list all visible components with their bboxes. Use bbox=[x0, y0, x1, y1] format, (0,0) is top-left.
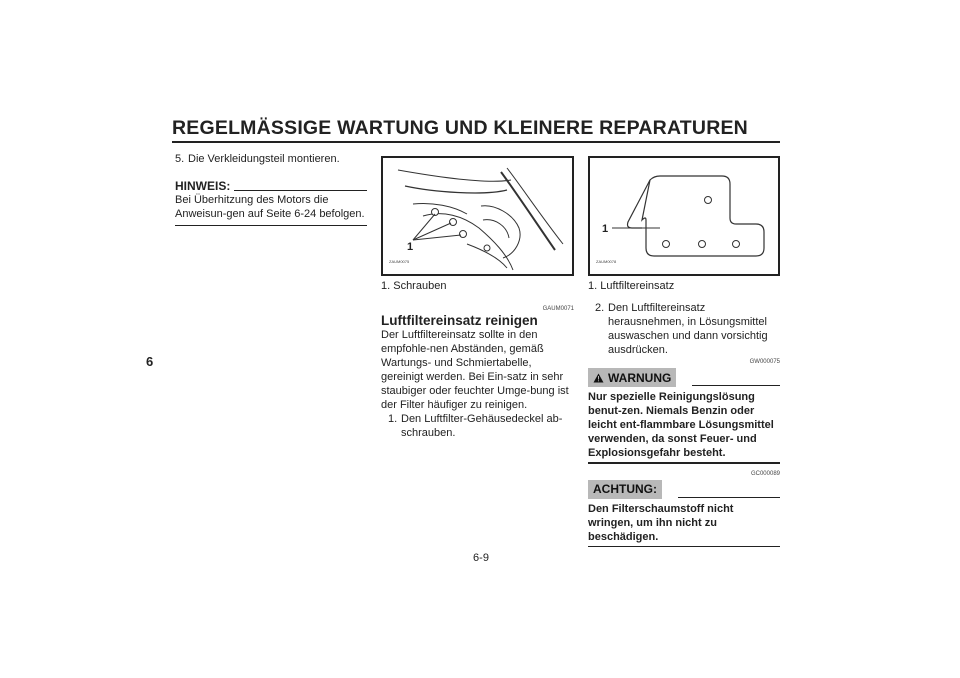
note-label: HINWEIS: bbox=[175, 179, 231, 193]
figure-code: ZAUM0075 bbox=[389, 259, 410, 264]
figure-screws bbox=[381, 156, 574, 276]
right-column bbox=[588, 156, 780, 547]
warning-badge bbox=[588, 368, 676, 387]
step-number: 2. bbox=[595, 302, 605, 314]
note-text: Bei Überhitzung des Motors die Anweisun-gen auf Seite 6-24 befolgen. bbox=[175, 194, 365, 220]
page-number: 6-9 bbox=[473, 552, 489, 564]
step-text: Den Luftfiltereinsatz herausnehmen, in Lösungsmittel auswaschen und dann vorsichtig ausdrücken. bbox=[608, 302, 768, 356]
section-code: GAUM0071 bbox=[542, 306, 574, 312]
caution-badge bbox=[588, 480, 662, 499]
step-number: 1. bbox=[388, 413, 398, 425]
note-bottom-rule bbox=[175, 225, 367, 226]
step-text: Die Verkleidungsteil montieren. bbox=[188, 153, 340, 165]
caution-label: ACHTUNG: bbox=[593, 482, 657, 496]
caution-header bbox=[588, 480, 780, 499]
section-paragraph: Der Luftfiltereinsatz sollte in den empfohle-nen Abständen, gemäß Wartungs- und Schmiertabelle, gereinigt werden. Bei Ein-satz in sehr staubiger oder feuchter Umge-bung ist der Filter häufiger zu reinigen. bbox=[381, 329, 569, 411]
warning-code: GW000075 bbox=[749, 359, 780, 365]
figure-air-filter bbox=[588, 156, 780, 276]
chapter-tab: 6 bbox=[146, 354, 154, 369]
warning-bottom-rule bbox=[588, 462, 780, 464]
note-header bbox=[175, 179, 367, 193]
air-filter-element-illustration bbox=[590, 158, 778, 274]
figure-callout: 1 bbox=[602, 223, 609, 235]
page-title: REGELMÄSSIGE WARTUNG UND KLEINERE REPARATUREN bbox=[172, 117, 748, 139]
title-rule bbox=[172, 141, 780, 143]
caution-text: Den Filterschaumstoff nicht wringen, um ihn nicht zu beschädigen. bbox=[588, 502, 734, 543]
figure-caption: 1. Luftfiltereinsatz bbox=[588, 280, 675, 292]
warning-text: Nur spezielle Reinigungslösung benut-zen. Niemals Benzin oder leicht ent-flammbare Lösungsmittel verwenden, da sonst Feuer- und Explosionsgefahr besteht. bbox=[588, 391, 774, 459]
figure-callout: 1 bbox=[407, 241, 414, 253]
step-2 bbox=[588, 301, 780, 357]
caution-code: GC000089 bbox=[750, 470, 780, 477]
figure-caption: 1. Schrauben bbox=[381, 280, 447, 292]
step-1 bbox=[381, 412, 574, 440]
middle-column bbox=[381, 156, 574, 440]
note-rule bbox=[234, 190, 367, 191]
section-heading: Luftfiltereinsatz reinigen bbox=[381, 313, 538, 328]
warning-rule bbox=[692, 385, 780, 386]
caution-bottom-rule bbox=[588, 546, 780, 548]
step-5 bbox=[175, 152, 367, 166]
caution-rule bbox=[678, 497, 780, 498]
warning-triangle-icon bbox=[593, 373, 604, 383]
warning-label: WARNUNG bbox=[608, 370, 672, 385]
step-number: 5. bbox=[175, 153, 185, 165]
figure-code: ZAUM0078 bbox=[596, 259, 617, 264]
motorcycle-screws-illustration bbox=[383, 158, 572, 274]
left-column bbox=[175, 152, 367, 226]
step-text: Den Luftfilter-Gehäusedeckel ab-schrauben. bbox=[401, 413, 563, 439]
warning-header bbox=[588, 368, 780, 387]
